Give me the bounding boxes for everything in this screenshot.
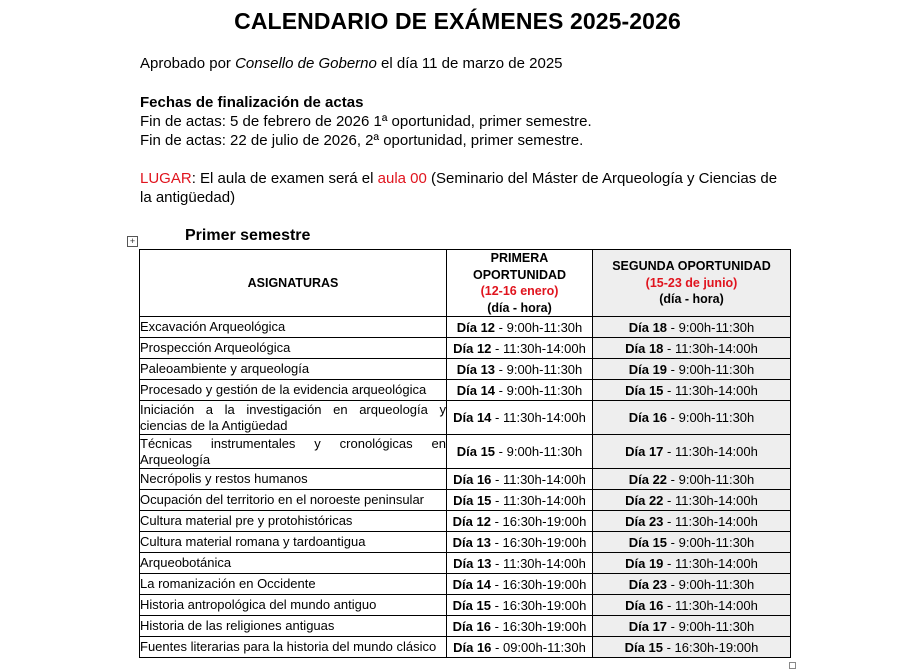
approval-body: Consello de Goberno [235, 55, 377, 72]
header-second-title: SEGUNDA OPORTUNIDAD [612, 259, 771, 274]
first-opportunity-cell [447, 338, 593, 359]
second-opportunity-cell [593, 595, 791, 616]
approval-before: Aprobado por [140, 55, 236, 72]
table-row [140, 338, 791, 359]
second-opportunity-cell [593, 359, 791, 380]
second-opportunity-cell [593, 435, 791, 469]
first-time: - 11:30h-14:00h [491, 555, 586, 571]
first-day: Día 13 [453, 555, 492, 571]
first-opportunity-cell [447, 401, 593, 435]
second-time: - 9:00h-11:30h [667, 618, 755, 634]
first-time: - 11:30h-14:00h [491, 492, 586, 508]
subject-cell: La romanización en Occidente [140, 574, 447, 595]
first-day: Día 12 [456, 319, 496, 335]
second-day: Día 23 [628, 576, 668, 592]
second-opportunity-cell [593, 616, 791, 637]
second-opportunity-cell [593, 574, 791, 595]
first-time: - 11:30h-14:00h [491, 410, 586, 425]
first-time: - 16:30h-19:00h [490, 534, 587, 550]
second-day: Día 18 [628, 319, 668, 335]
header-first-title: PRIMERA OPORTUNIDAD [472, 251, 567, 282]
second-time: - 9:00h-11:30h [667, 410, 755, 425]
first-opportunity-cell [447, 574, 593, 595]
second-opportunity-cell [593, 553, 791, 574]
approval-after: el día 11 de marzo de 2025 [376, 55, 563, 72]
header-first-dates: (12-16 enero) [480, 284, 559, 298]
first-opportunity-cell [447, 469, 593, 490]
subject-cell: Técnicas instrumentales y cronológicas en Arqueología [140, 435, 446, 467]
first-time: - 16:30h-19:00h [490, 597, 587, 613]
subject-cell: Cultura material romana y tardoantigua [140, 532, 447, 553]
first-day: Día 16 [453, 639, 492, 655]
second-opportunity-cell [593, 532, 791, 553]
second-opportunity-cell [593, 338, 791, 359]
header-second-opportunity [593, 250, 791, 317]
second-day: Día 17 [625, 444, 664, 459]
subject-cell: Arqueobotánica [140, 553, 447, 574]
header-second-sub: (día - hora) [659, 292, 724, 307]
table-row [140, 574, 791, 595]
first-day: Día 13 [452, 534, 491, 550]
first-opportunity-cell [447, 511, 593, 532]
first-day: Día 15 [452, 597, 491, 613]
table-row [140, 317, 791, 338]
first-time: - 9:00h-11:30h [495, 382, 583, 398]
first-time: - 11:30h-14:00h [491, 340, 586, 356]
second-opportunity-cell [593, 637, 791, 658]
subject-cell: Ocupación del territorio en el noroeste peninsular [140, 490, 447, 511]
first-time: - 9:00h-11:30h [495, 361, 583, 377]
place-paragraph [140, 169, 790, 207]
second-opportunity-cell [593, 511, 791, 532]
table-move-handle-icon[interactable]: + [127, 236, 138, 247]
subject-cell: Iniciación a la investigación en arqueología y ciencias de la Antigüedad [140, 401, 446, 433]
first-day: Día 16 [452, 618, 491, 634]
header-second-dates: (15-23 de junio) [645, 275, 738, 290]
subject-cell: Procesado y gestión de la evidencia arqueológica [140, 380, 447, 401]
subject-cell: Historia de las religiones antiguas [140, 616, 447, 637]
first-time: - 09:00h-11:30h [491, 639, 586, 655]
table-row [140, 401, 791, 435]
second-opportunity-cell [593, 490, 791, 511]
first-opportunity-cell [447, 553, 593, 574]
approval-paragraph [140, 54, 563, 73]
first-day: Día 12 [452, 513, 491, 529]
second-time: - 11:30h-14:00h [663, 513, 758, 529]
table-row [140, 469, 791, 490]
second-time: - 11:30h-14:00h [663, 597, 758, 613]
place-text-1: : El aula de examen será el [191, 170, 378, 187]
header-subjects: ASIGNATURAS [140, 250, 447, 317]
second-time: - 9:00h-11:30h [667, 361, 755, 377]
second-time: - 11:30h-14:00h [663, 444, 758, 459]
second-time: - 11:30h-14:00h [663, 340, 758, 356]
second-day: Día 15 [625, 382, 664, 398]
second-time: - 9:00h-11:30h [667, 534, 755, 550]
table-row [140, 435, 791, 469]
second-time: - 11:30h-14:00h [663, 382, 758, 398]
second-day: Día 22 [628, 471, 668, 487]
first-opportunity-cell [447, 317, 593, 338]
first-opportunity-cell [447, 637, 593, 658]
second-day: Día 22 [625, 492, 664, 508]
second-day: Día 16 [625, 597, 664, 613]
first-day: Día 13 [456, 361, 496, 377]
table-row [140, 490, 791, 511]
second-time: - 11:30h-14:00h [663, 555, 758, 571]
second-time: - 9:00h-11:30h [667, 576, 755, 592]
place-room: aula 00 [377, 170, 427, 187]
actas-heading: Fechas de finalización de actas [140, 94, 364, 111]
exam-schedule-table [139, 249, 791, 658]
header-first-opportunity [447, 250, 593, 317]
subject-cell: Paleoambiente y arqueología [140, 359, 447, 380]
first-day: Día 14 [456, 382, 496, 398]
table-row [140, 595, 791, 616]
first-time: - 9:00h-11:30h [495, 319, 583, 335]
second-opportunity-cell [593, 317, 791, 338]
second-day: Día 18 [625, 340, 664, 356]
actas-line-1: Fin de actas: 5 de febrero de 2026 1ª oportunidad, primer semestre. [140, 113, 592, 130]
first-opportunity-cell [447, 595, 593, 616]
subject-cell: Excavación Arqueológica [140, 317, 447, 338]
first-day: Día 15 [456, 444, 496, 459]
first-opportunity-cell [447, 359, 593, 380]
first-opportunity-cell [447, 616, 593, 637]
semester-title: Primer semestre [185, 227, 311, 244]
place-label: LUGAR [140, 170, 192, 187]
actas-line-2: Fin de actas: 22 de julio de 2026, 2ª oportunidad, primer semestre. [140, 132, 584, 149]
second-opportunity-cell [593, 401, 791, 435]
table-row [140, 359, 791, 380]
first-day: Día 15 [453, 492, 492, 508]
second-day: Día 16 [628, 410, 668, 425]
first-day: Día 12 [453, 340, 492, 356]
first-time: - 16:30h-19:00h [490, 576, 587, 592]
header-first-sub: (día - hora) [487, 300, 552, 315]
second-time: - 16:30h-19:00h [662, 639, 759, 655]
second-opportunity-cell [593, 380, 791, 401]
subject-cell: Necrópolis y restos humanos [140, 469, 447, 490]
first-time: - 16:30h-19:00h [490, 513, 587, 529]
table-row [140, 532, 791, 553]
table-header-row [140, 250, 791, 317]
page-title: CALENDARIO DE EXÁMENES 2025-2026 [234, 8, 681, 34]
table-row [140, 553, 791, 574]
subject-cell: Cultura material pre y protohistóricas [140, 511, 447, 532]
second-day: Día 23 [625, 513, 664, 529]
table-resize-handle[interactable] [789, 662, 796, 669]
first-opportunity-cell [447, 380, 593, 401]
first-opportunity-cell [447, 435, 593, 469]
subject-cell: Prospección Arqueológica [140, 338, 447, 359]
subject-cell: Fuentes literarias para la historia del mundo clásico [140, 637, 447, 658]
second-time: - 9:00h-11:30h [667, 319, 755, 335]
second-opportunity-cell [593, 469, 791, 490]
second-day: Día 19 [625, 555, 664, 571]
first-day: Día 14 [452, 576, 491, 592]
first-opportunity-cell [447, 532, 593, 553]
first-time: - 9:00h-11:30h [495, 444, 583, 459]
second-day: Día 15 [628, 534, 668, 550]
first-time: - 11:30h-14:00h [491, 471, 586, 487]
second-day: Día 17 [628, 618, 668, 634]
table-row [140, 511, 791, 532]
second-day: Día 19 [628, 361, 668, 377]
first-day: Día 14 [453, 410, 492, 425]
second-day: Día 15 [624, 639, 663, 655]
second-time: - 11:30h-14:00h [663, 492, 758, 508]
subject-cell: Historia antropológica del mundo antiguo [140, 595, 447, 616]
first-time: - 16:30h-19:00h [490, 618, 587, 634]
table-row [140, 380, 791, 401]
first-opportunity-cell [447, 490, 593, 511]
table-row [140, 637, 791, 658]
table-row [140, 616, 791, 637]
place-text-2: (Seminario del Máster de Arqueología y Ciencias de la antigüedad) [140, 170, 778, 206]
second-time: - 9:00h-11:30h [667, 471, 755, 487]
first-day: Día 16 [453, 471, 492, 487]
